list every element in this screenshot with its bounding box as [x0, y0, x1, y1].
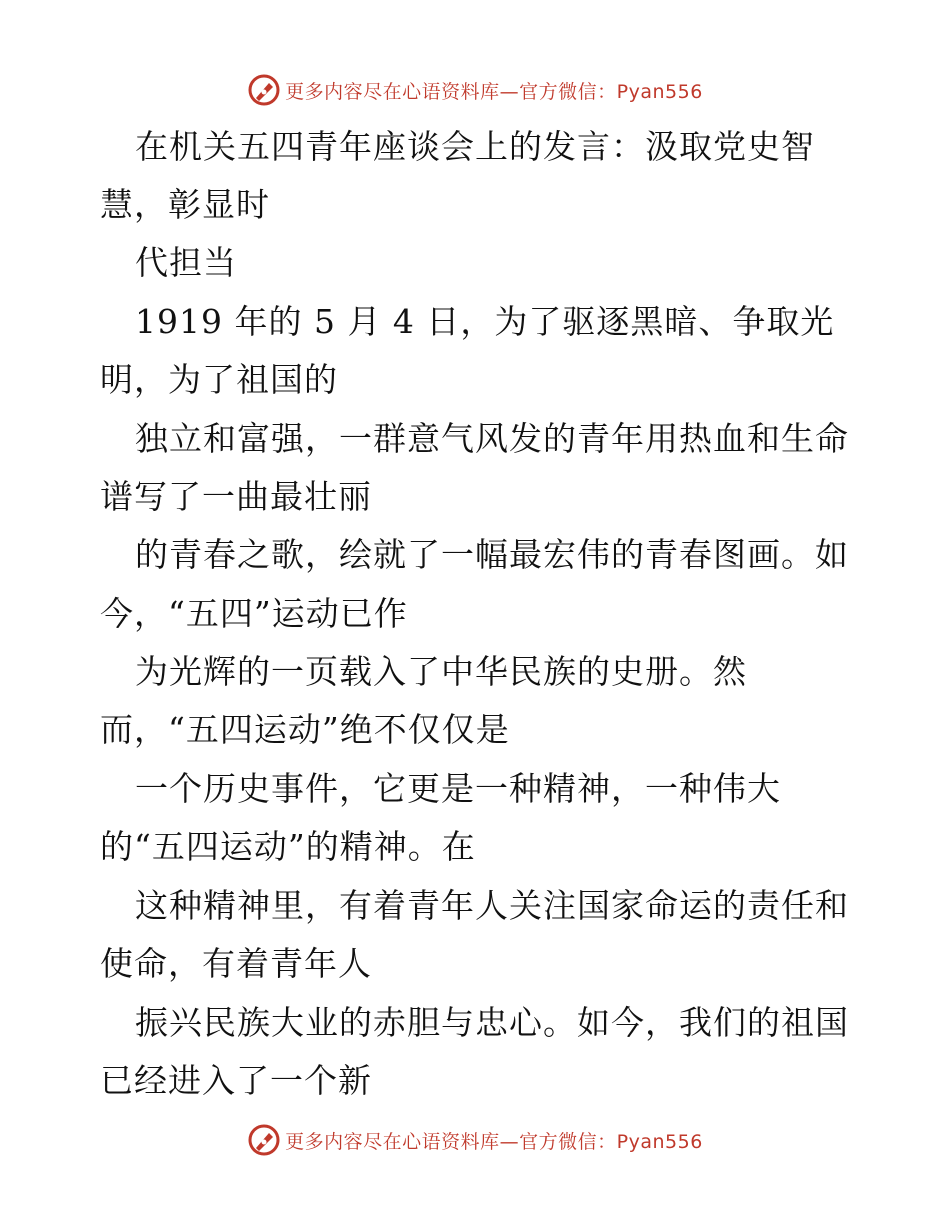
pen-nib-logo-icon [247, 1123, 281, 1157]
text-line: 使命，有着青年人 [100, 944, 372, 983]
text-line: 振兴民族大业的赤胆与忠心。如今，我们的祖国 [135, 1003, 849, 1042]
text-line: 为光辉的一页载入了中华民族的史册。然 [135, 652, 747, 691]
pen-nib-logo-icon [247, 73, 281, 107]
text-line: 谱写了一曲最壮丽 [100, 477, 372, 516]
text-line: 慧，彰显时 [100, 185, 270, 224]
text-line: 明，为了祖国的 [100, 360, 338, 399]
text-line: 代担当 [135, 243, 237, 282]
text-line: 在机关五四青年座谈会上的发言：汲取党史智 [135, 127, 815, 166]
text-line: 这种精神里，有着青年人关注国家命运的责任和 [135, 886, 849, 925]
text-line: 已经进入了一个新 [100, 1061, 372, 1100]
header-banner [0, 70, 950, 110]
text-line: 的“五四运动”的精神。在 [100, 827, 476, 866]
header-banner-text: 更多内容尽在心语资料库—官方微信：Pyan556 [285, 80, 703, 103]
text-line: 一个历史事件，它更是一种精神，一种伟大 [135, 769, 781, 808]
text-line: 而，“五四运动”绝不仅仅是 [100, 710, 510, 749]
text-line: 1919 年的 5 月 4 日，为了驱逐黑暗、争取光 [135, 302, 835, 341]
text-line: 的青春之歌，绘就了一幅最宏伟的青春图画。如 [135, 535, 849, 574]
footer-banner [0, 1120, 950, 1160]
text-line: 独立和富强，一群意气风发的青年用热血和生命 [135, 419, 849, 458]
footer-banner-text: 更多内容尽在心语资料库—官方微信：Pyan556 [285, 1130, 703, 1153]
text-line: 今，“五四”运动已作 [100, 594, 408, 633]
